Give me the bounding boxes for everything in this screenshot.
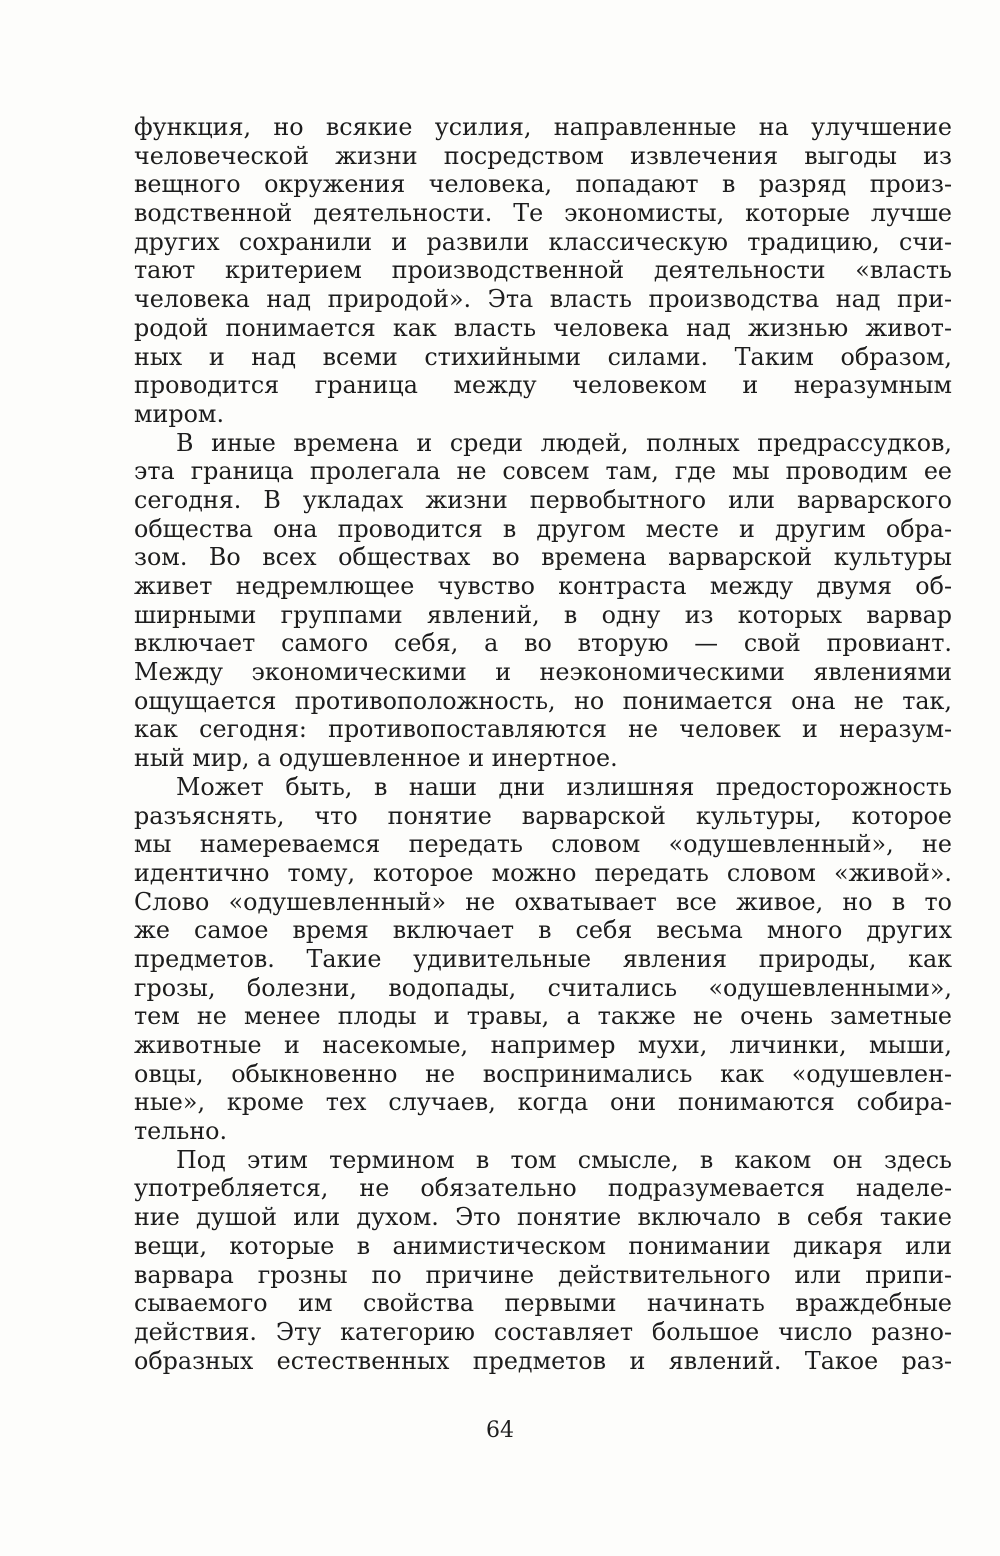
text-line: тем не менее плоды и травы, а также не очень заметные — [134, 1002, 952, 1031]
text-line: разъяснять, что понятие варварской культуры, которое — [134, 801, 952, 830]
text-line: В иные времена и среди людей, полных предрассудков, — [176, 428, 952, 457]
text-line: овцы, обыкновенно не воспринимались как «одушевлен- — [134, 1059, 952, 1088]
text-line: ных и над всеми стихийными силами. Таким образом, — [134, 342, 952, 371]
text-line: как сегодня: противопоставляются не человек и неразум- — [134, 715, 952, 744]
text-line: эта граница пролегала не совсем там, где мы проводим ее — [134, 457, 952, 486]
page-body — [134, 113, 952, 1375]
text-line: образных естественных предметов и явлений. Такое раз- — [134, 1346, 952, 1375]
text-line: действия. Эту категорию составляет большое число разно- — [134, 1317, 952, 1346]
paragraph-1 — [134, 113, 952, 429]
text-line: Под этим термином в том смысле, в каком он здесь — [176, 1145, 952, 1174]
paragraph-3 — [134, 773, 952, 1146]
text-line: ширными группами явлений, в одну из которых варвар — [134, 600, 952, 629]
text-line: функция, но всякие усилия, направленные на улучшение — [134, 113, 952, 141]
text-line: ние душой или духом. Это понятие включало в себя такие — [134, 1203, 952, 1232]
text-line: Слово «одушевленный» не охватывает все живое, но в то — [134, 887, 952, 916]
text-line: идентично тому, которое можно передать словом «живой». — [134, 858, 952, 887]
text-line: Может быть, в наши дни излишняя предосторожность — [176, 772, 952, 801]
text-line: тают критерием производственной деятельности «власть — [134, 256, 952, 285]
text-line: Между экономическими и неэкономическими явлениями — [134, 658, 952, 687]
text-line: миром. — [134, 399, 225, 428]
text-line: человека над природой». Эта власть производства над при- — [134, 285, 952, 314]
text-line: ные», кроме тех случаев, когда они понимаются собира- — [134, 1088, 952, 1117]
text-line: сегодня. В укладах жизни первобытного или варварского — [134, 485, 952, 514]
text-line: общества она проводится в другом месте и другим обра- — [134, 514, 952, 543]
text-line: включает самого себя, а во вторую — свой провиант. — [134, 629, 952, 658]
text-line: зом. Во всех обществах во времена варварской культуры — [134, 543, 952, 572]
text-line: тельно. — [134, 1117, 228, 1146]
text-line: вещи, которые в анимистическом понимании дикаря или — [134, 1231, 952, 1260]
text-line: же самое время включает в себя весьма много других — [134, 916, 952, 945]
text-line: предметов. Такие удивительные явления природы, как — [134, 944, 952, 973]
text-line: родой понимается как власть человека над жизнью живот- — [134, 313, 952, 342]
page-number: 64 — [486, 1418, 514, 1443]
text-line: варвара грозны по причине действительного или припи- — [134, 1260, 952, 1289]
paragraph-4 — [134, 1146, 952, 1376]
paragraph-2 — [134, 429, 952, 773]
text-line: мы намереваемся передать словом «одушевленный», не — [134, 830, 952, 859]
text-line: водственной деятельности. Те экономисты, которые лучше — [134, 199, 952, 228]
text-line: вещного окружения человека, попадают в разряд произ- — [134, 170, 952, 199]
text-line: употребляется, не обязательно подразумевается наделе- — [134, 1174, 952, 1203]
text-line: грозы, болезни, водопады, считались «одушевленными», — [134, 973, 952, 1002]
text-line: проводится граница между человеком и неразумным — [134, 371, 952, 400]
text-line: других сохранили и развили классическую традицию, счи- — [134, 227, 952, 256]
text-line: ощущается противоположность, но понимается она не так, — [134, 686, 952, 715]
text-line: человеческой жизни посредством извлечения выгоды из — [134, 141, 952, 170]
text-line: ный мир, а одушевленное и инертное. — [134, 744, 618, 773]
text-line: живет недремлющее чувство контраста между двумя об- — [134, 572, 952, 600]
text-line: сываемого им свойства первыми начинать враждебные — [134, 1289, 952, 1318]
text-line: животные и насекомые, например мухи, личинки, мыши, — [134, 1031, 952, 1059]
